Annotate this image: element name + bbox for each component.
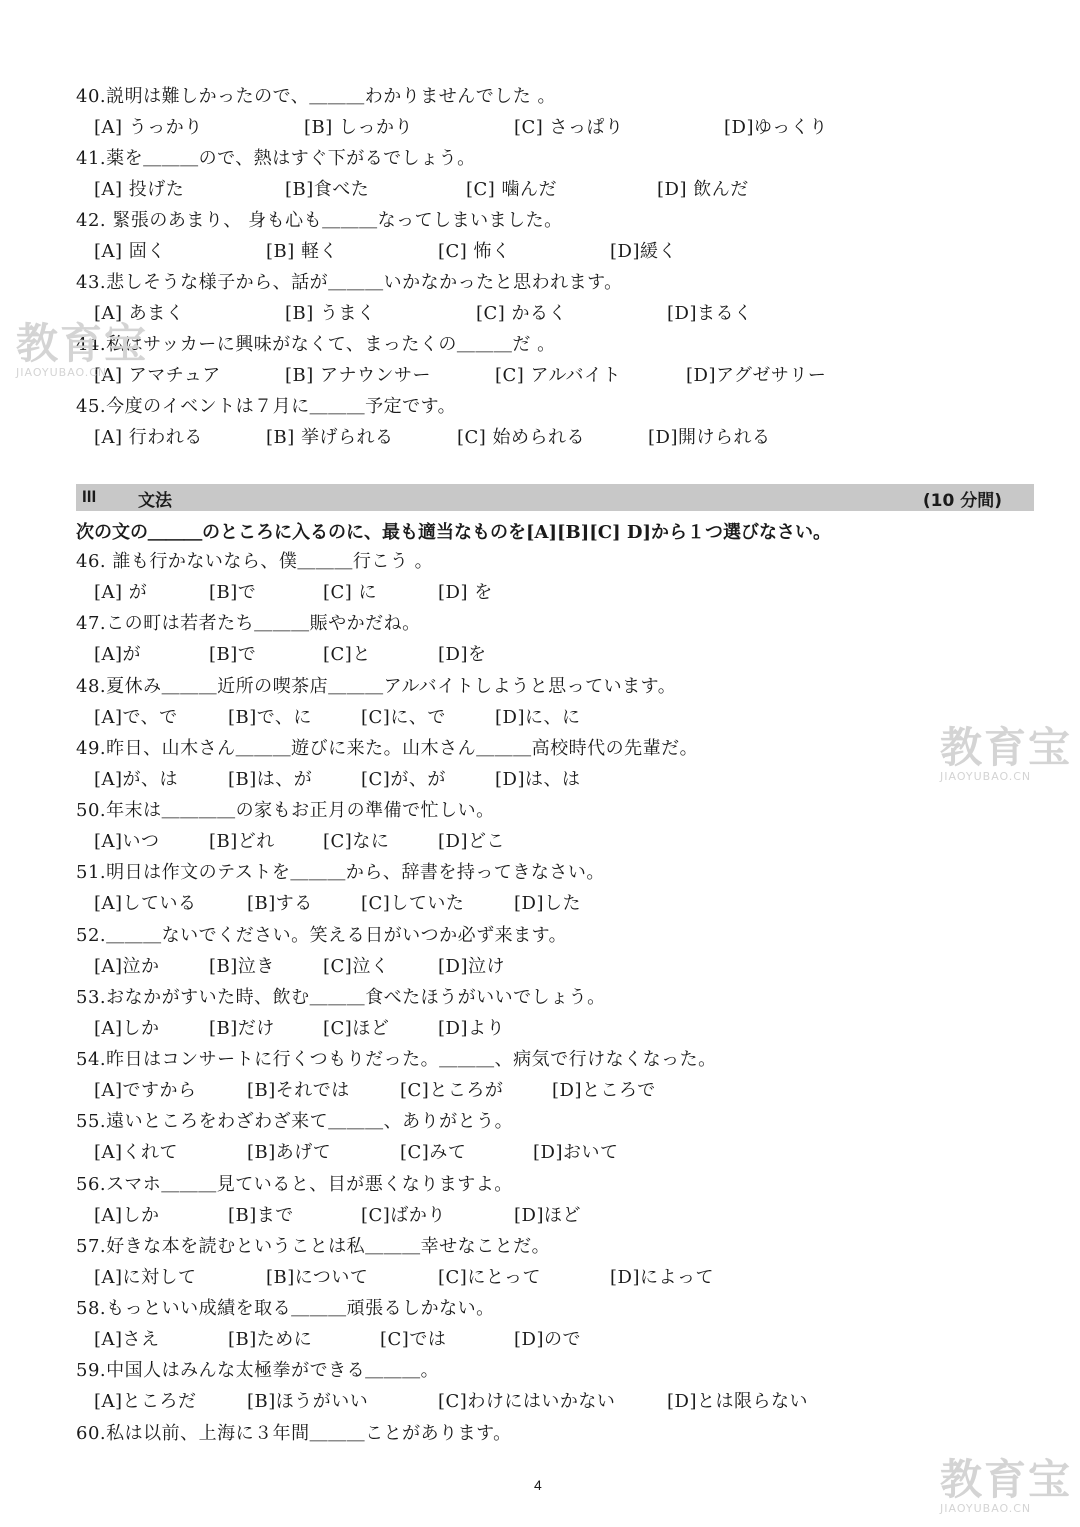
watermark-brand: 教育宝 xyxy=(940,723,1073,772)
section-instruction: 次の文の＿＿＿のところに入るのに、最も適当なものを[A][B][C] D]から１つ選びなさい。 xyxy=(76,522,831,543)
question-52: 52.＿＿＿ないでください。笑える日がいつか必ず来ます。 xyxy=(76,925,568,946)
option-49b: [B]は、が xyxy=(228,769,313,790)
question-59: 59.中国人はみんな太極拳ができる＿＿＿。 xyxy=(76,1360,440,1381)
option-47d: [D]を xyxy=(438,644,487,665)
option-58a: [A]さえ xyxy=(94,1329,160,1350)
option-40d: [D]ゆっくり xyxy=(724,117,828,138)
option-52c: [C]泣く xyxy=(323,956,390,977)
question-57: 57.好きな本を読むということは私＿＿＿幸せなことだ。 xyxy=(76,1236,551,1257)
option-49c: [C]が、が xyxy=(361,769,446,790)
option-47a: [A]が xyxy=(94,644,142,665)
question-54: 54.昨日はコンサートに行くつもりだった。＿＿＿、病気で行けなくなった。 xyxy=(76,1049,717,1070)
option-55a: [A]くれて xyxy=(94,1142,179,1163)
question-42: 42. 緊張のあまり、 身も心も＿＿＿なってしまいました。 xyxy=(76,210,563,231)
option-43d: [D]まるく xyxy=(667,303,753,324)
question-60: 60.私は以前、上海に３年間＿＿＿ことがあります。 xyxy=(76,1423,512,1444)
section-title: 文法 xyxy=(138,491,172,511)
option-59a: [A]ところだ xyxy=(94,1391,197,1412)
option-44c: [C] アルバイト xyxy=(495,365,622,386)
option-41b: [B]食べた xyxy=(285,179,370,200)
option-40c: [C] さっぱり xyxy=(514,117,624,138)
option-51b: [B]する xyxy=(247,893,313,914)
option-43c: [C] かるく xyxy=(476,303,568,324)
option-50b: [B]どれ xyxy=(209,831,275,852)
option-42b: [B] 軽く xyxy=(266,241,338,262)
option-56c: [C]ばかり xyxy=(361,1205,446,1226)
question-48: 48.夏休み＿＿＿近所の喫茶店＿＿＿アルバイトしようと思っています。 xyxy=(76,676,677,697)
option-47b: [B]で xyxy=(209,644,257,665)
option-43a: [A] あまく xyxy=(94,303,185,324)
watermark-logo xyxy=(940,723,1073,783)
option-42a: [A] 固く xyxy=(94,241,166,262)
option-46d: [D] を xyxy=(438,582,493,603)
option-55c: [C]みて xyxy=(400,1142,467,1163)
option-53b: [B]だけ xyxy=(209,1018,275,1039)
option-46a: [A] が xyxy=(94,582,148,603)
question-44: 44.私はサッカーに興味がなくて、まったくの＿＿＿だ 。 xyxy=(76,334,556,355)
question-50: 50.年末は＿＿＿＿の家もお正月の準備で忙しい。 xyxy=(76,800,495,821)
option-54a: [A]ですから xyxy=(94,1080,197,1101)
option-56d: [D]ほど xyxy=(514,1205,581,1226)
option-41c: [C] 噛んだ xyxy=(466,179,558,200)
option-48c: [C]に、で xyxy=(361,707,446,728)
option-49d: [D]は、は xyxy=(495,769,581,790)
option-55d: [D]おいて xyxy=(533,1142,619,1163)
option-40a: [A] うっかり xyxy=(94,117,203,138)
option-51d: [D]した xyxy=(514,893,581,914)
question-45: 45.今度のイベントは７月に＿＿＿予定です。 xyxy=(76,396,457,417)
question-58: 58.もっといい成績を取る＿＿＿頑張るしかない。 xyxy=(76,1298,495,1319)
option-54d: [D]ところで xyxy=(552,1080,656,1101)
option-48b: [B]で、に xyxy=(228,707,312,728)
section-time: (10 分間) xyxy=(922,491,1002,511)
option-53d: [D]より xyxy=(438,1018,505,1039)
option-54c: [C]ところが xyxy=(400,1080,504,1101)
watermark-logo xyxy=(16,319,149,379)
section-header-bar xyxy=(76,484,1034,511)
option-40b: [B] しっかり xyxy=(304,117,413,138)
option-45b: [B] 挙げられる xyxy=(266,427,394,448)
option-58c: [C]では xyxy=(380,1329,447,1350)
option-48a: [A]で、で xyxy=(94,707,178,728)
question-53: 53.おなかがすいた時、飲む＿＿＿食べたほうがいいでしょう。 xyxy=(76,987,606,1008)
option-45a: [A] 行われる xyxy=(94,427,203,448)
watermark-url: JIAOYUBAO.CN xyxy=(16,366,108,379)
option-44a: [A] アマチュア xyxy=(94,365,221,386)
option-50c: [C]なに xyxy=(323,831,390,852)
option-48d: [D]に、に xyxy=(495,707,581,728)
watermark-logo xyxy=(940,1455,1073,1515)
option-43b: [B] うまく xyxy=(285,303,376,324)
watermark-brand: 教育宝 xyxy=(16,319,149,368)
question-51: 51.明日は作文のテストを＿＿＿から、辞書を持ってきなさい。 xyxy=(76,862,605,883)
option-41a: [A] 投げた xyxy=(94,179,185,200)
option-52b: [B]泣き xyxy=(209,956,275,977)
option-53a: [A]しか xyxy=(94,1018,160,1039)
option-42c: [C] 怖く xyxy=(438,241,511,262)
question-56: 56.スマホ＿＿＿見ていると、目が悪くなりますよ。 xyxy=(76,1174,513,1195)
option-56b: [B]まで xyxy=(228,1205,294,1226)
question-43: 43.悲しそうな様子から、話が＿＿＿いかなかったと思われます。 xyxy=(76,272,623,293)
option-55b: [B]あげて xyxy=(247,1142,332,1163)
option-42d: [D]緩く xyxy=(610,241,677,262)
option-46b: [B]で xyxy=(209,582,257,603)
watermark-url: JIAOYUBAO.CN xyxy=(940,1502,1032,1515)
option-54b: [B]それでは xyxy=(247,1080,350,1101)
option-51c: [C]していた xyxy=(361,893,465,914)
question-49: 49.昨日、山木さん＿＿＿遊びに来た。山木さん＿＿＿高校時代の先輩だ。 xyxy=(76,738,699,759)
option-57c: [C]にとって xyxy=(438,1267,541,1288)
question-40: 40.説明は難しかったので、＿＿＿わかりませんでした 。 xyxy=(76,86,556,107)
option-57a: [A]に対して xyxy=(94,1267,197,1288)
option-52a: [A]泣か xyxy=(94,956,160,977)
option-53c: [C]ほど xyxy=(323,1018,390,1039)
option-50a: [A]いつ xyxy=(94,831,160,852)
option-51a: [A]している xyxy=(94,893,197,914)
question-41: 41.薬を＿＿＿ので、熱はすぐ下がるでしょう。 xyxy=(76,148,476,169)
question-47: 47.この町は若者たち＿＿＿賑やかだね。 xyxy=(76,613,421,634)
option-50d: [D]どこ xyxy=(438,831,505,852)
option-56a: [A]しか xyxy=(94,1205,160,1226)
section-number: III xyxy=(82,487,97,506)
option-52d: [D]泣け xyxy=(438,956,505,977)
option-57b: [B]について xyxy=(266,1267,369,1288)
option-46c: [C] に xyxy=(323,582,378,603)
option-45d: [D]開けられる xyxy=(648,427,771,448)
option-49a: [A]が、は xyxy=(94,769,179,790)
page-number: 4 xyxy=(534,1477,542,1493)
option-47c: [C]と xyxy=(323,644,371,665)
option-58d: [D]ので xyxy=(514,1329,581,1350)
option-57d: [D]によって xyxy=(610,1267,714,1288)
watermark-url: JIAOYUBAO.CN xyxy=(940,770,1032,783)
option-45c: [C] 始められる xyxy=(457,427,586,448)
question-55: 55.遠いところをわざわざ来て＿＿＿、ありがとう。 xyxy=(76,1111,514,1132)
option-59d: [D]とは限らない xyxy=(667,1391,808,1412)
watermark-brand: 教育宝 xyxy=(940,1455,1073,1504)
option-59c: [C]わけにはいかない xyxy=(438,1391,616,1412)
option-44b: [B] アナウンサー xyxy=(285,365,431,386)
question-46: 46. 誰も行かないなら、僕＿＿＿行こう 。 xyxy=(76,551,434,572)
option-59b: [B]ほうがいい xyxy=(247,1391,369,1412)
option-44d: [D]アグゼサリー xyxy=(686,365,827,386)
option-58b: [B]ために xyxy=(228,1329,313,1350)
option-41d: [D] 飲んだ xyxy=(657,179,749,200)
